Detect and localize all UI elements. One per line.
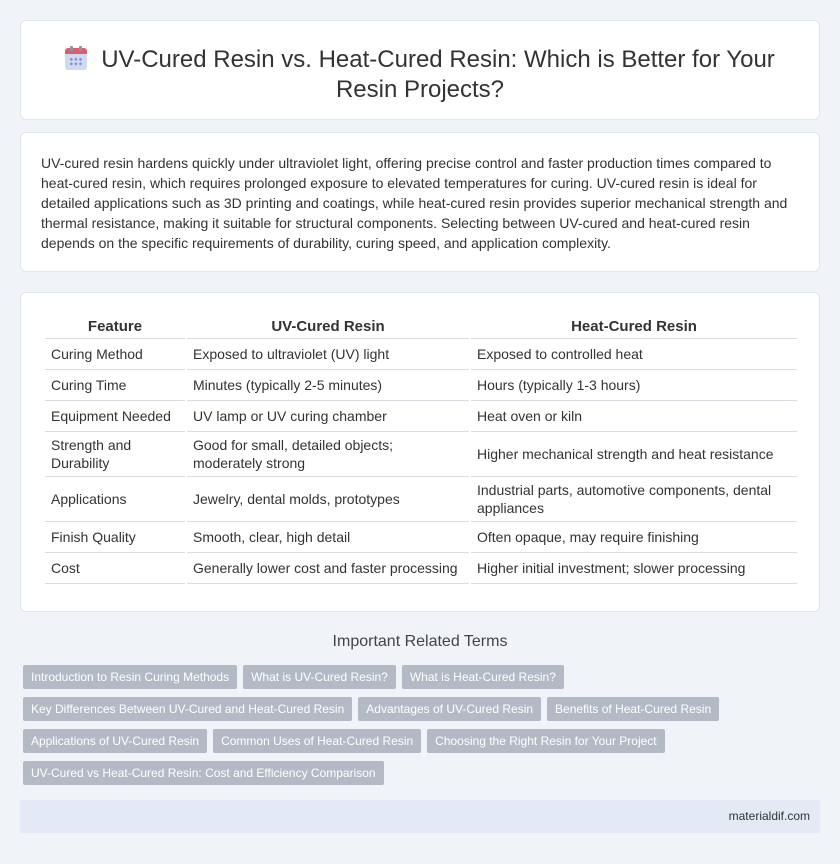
table-header-row	[45, 315, 797, 339]
related-tag[interactable]: Key Differences Between UV-Cured and Heat-Cured Resin	[23, 697, 352, 721]
related-tag[interactable]: Applications of UV-Cured Resin	[23, 729, 207, 753]
table-cell: UV lamp or UV curing chamber	[187, 401, 469, 432]
title-card	[20, 20, 820, 120]
header-feature: Feature	[45, 315, 185, 339]
comparison-table	[43, 315, 799, 584]
table-cell: Equipment Needed	[45, 401, 185, 432]
table-cell: Generally lower cost and faster processing	[187, 553, 469, 584]
table-row	[45, 553, 797, 584]
table-cell: Minutes (typically 2-5 minutes)	[187, 370, 469, 401]
table-cell: Higher initial investment; slower processing	[471, 553, 797, 584]
table-row	[45, 432, 797, 477]
table-row	[45, 522, 797, 553]
comparison-card	[20, 292, 820, 612]
table-cell: Often opaque, may require finishing	[471, 522, 797, 553]
related-tag[interactable]: Common Uses of Heat-Cured Resin	[213, 729, 421, 753]
footer	[20, 800, 820, 833]
table-cell: Industrial parts, automotive components, dental appliances	[471, 477, 797, 522]
page-title	[21, 45, 819, 105]
table-cell: Finish Quality	[45, 522, 185, 553]
calendar-icon	[65, 48, 87, 70]
table-row	[45, 401, 797, 432]
related-tag[interactable]: Benefits of Heat-Cured Resin	[547, 697, 719, 721]
related-tag[interactable]: What is UV-Cured Resin?	[243, 665, 396, 689]
table-cell: Hours (typically 1-3 hours)	[471, 370, 797, 401]
related-tag[interactable]: Advantages of UV-Cured Resin	[358, 697, 541, 721]
table-cell: Exposed to controlled heat	[471, 339, 797, 370]
table-row	[45, 339, 797, 370]
related-tag[interactable]: UV-Cured vs Heat-Cured Resin: Cost and Efficiency Comparison	[23, 761, 384, 785]
table-row	[45, 477, 797, 522]
table-cell: Smooth, clear, high detail	[187, 522, 469, 553]
table-cell: Strength and Durability	[45, 432, 185, 477]
table-cell: Applications	[45, 477, 185, 522]
page-title-text: UV-Cured Resin vs. Heat-Cured Resin: Which is Better for Your Resin Projects?	[101, 46, 775, 103]
header-uv-cured: UV-Cured Resin	[187, 315, 469, 339]
footer-site-link[interactable]: materialdif.com	[728, 809, 810, 823]
table-cell: Good for small, detailed objects; moderately strong	[187, 432, 469, 477]
table-cell: Heat oven or kiln	[471, 401, 797, 432]
table-cell: Higher mechanical strength and heat resistance	[471, 432, 797, 477]
table-cell: Exposed to ultraviolet (UV) light	[187, 339, 469, 370]
table-row	[45, 370, 797, 401]
header-heat-cured: Heat-Cured Resin	[471, 315, 797, 339]
related-tag[interactable]: What is Heat-Cured Resin?	[402, 665, 564, 689]
related-tag[interactable]: Choosing the Right Resin for Your Project	[427, 729, 664, 753]
intro-card	[20, 132, 820, 272]
table-cell: Cost	[45, 553, 185, 584]
related-terms-list	[23, 665, 823, 793]
table-cell: Jewelry, dental molds, prototypes	[187, 477, 469, 522]
table-cell: Curing Time	[45, 370, 185, 401]
intro-paragraph: UV-cured resin hardens quickly under ultraviolet light, offering precise control and faster production times compared to heat-cured resin, which requires prolonged exposure to elevated temperatures for curing. UV-cured resin is ideal for detailed applications such as 3D printing and coatings, while heat-cured resin provides superior mechanical strength and thermal resistance, making it suitable for structural components. Selecting between UV-cured and heat-cured resin depends on the specific requirements of durability, curing speed, and application complexity.	[41, 155, 788, 251]
related-tag[interactable]: Introduction to Resin Curing Methods	[23, 665, 237, 689]
related-terms-title: Important Related Terms	[332, 633, 508, 650]
table-cell: Curing Method	[45, 339, 185, 370]
